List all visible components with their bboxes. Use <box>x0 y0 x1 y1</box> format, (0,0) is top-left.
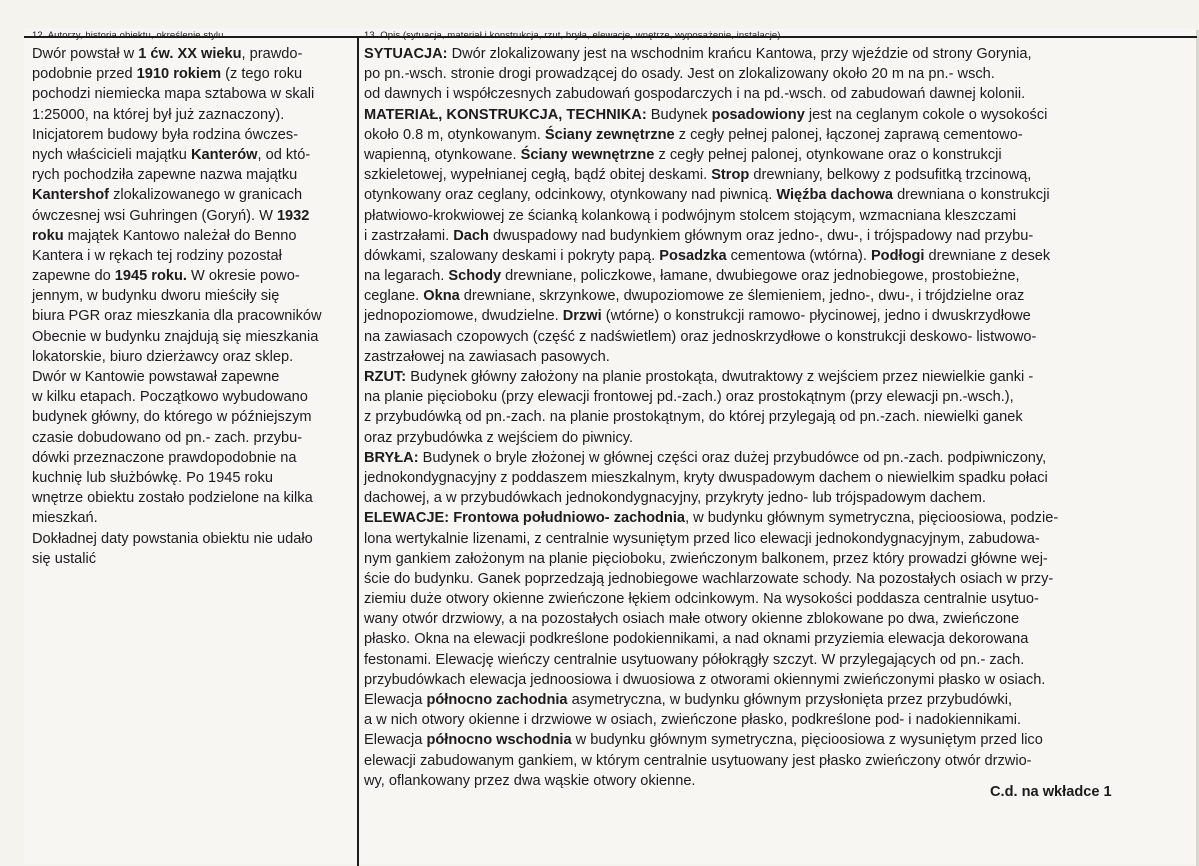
text-run: jennym, w budynku dworu mieściły się <box>32 288 280 305</box>
text-run: Inicjatorem budowy była rodzina ówczes- <box>32 126 299 143</box>
history-line <box>32 206 350 226</box>
description-line <box>364 145 1154 165</box>
bold-text: 1945 roku. <box>114 268 187 285</box>
text-run: zapewne do <box>32 268 115 285</box>
bold-text: RZUT: <box>364 369 407 385</box>
description-line <box>364 206 1154 226</box>
text-run: pochodzi niemiecka mapa sztabowa w skali <box>32 86 315 103</box>
text-run: około 0.8 m, otynkowanym. <box>364 126 545 143</box>
history-line <box>32 448 350 468</box>
history-line <box>32 549 350 569</box>
bold-text: północno zachodnia <box>426 692 568 708</box>
history-line <box>32 508 350 528</box>
text-run: i zastrzałami. <box>364 227 454 244</box>
description-line <box>364 448 1154 468</box>
bold-text: Ściany wewnętrzne <box>520 146 655 163</box>
description-line <box>364 508 1154 528</box>
text-run: Elewacja <box>364 692 427 708</box>
text-run: nym gankiem założonym na planie pięcioboku, zwieńczonym balkonem, przez który prowadzi główne wej- <box>364 550 1048 567</box>
text-run: lona wertykalnie lizenami, z centralnie wysuniętym przed lico elewacji jednokondygnacyjnym, zabudowa- <box>364 530 1040 547</box>
text-run: dachowej, a w przybudówkach jednokondygnacyjny, przykryty jedno- lub trójspadowym dachem. <box>364 490 986 507</box>
text-run: (wtórne) o konstrukcji ramowo- płycinowej, jedno i dwuskrzydłowe <box>601 308 1031 325</box>
text-run: drewniany, belkowy z podsufitką trzcinową, <box>749 167 1032 184</box>
text-run: płatwiowo-krokwiowej ze ścianką kolankową i podwójnym stolcem stojącym, wzmacniana kleszczami <box>364 207 1017 224</box>
text-run: Budynek główny założony na planie prostokąta, dwutraktowy z wejściem przez niewielkie ganki - <box>406 369 1034 385</box>
history-line <box>32 165 350 185</box>
description-line <box>364 125 1154 145</box>
description-line <box>364 549 1154 569</box>
text-run: Obecnie w budynku znajdują się mieszkania <box>32 328 319 345</box>
description-line <box>364 44 1154 64</box>
text-run: 1:25000, na której był już zaznaczony). <box>32 106 285 123</box>
bold-text: Strop <box>711 167 750 184</box>
column-divider <box>357 36 359 866</box>
history-line <box>32 327 350 347</box>
description-line <box>364 367 1154 387</box>
text-run: , od któ- <box>257 146 311 163</box>
history-line <box>32 84 350 104</box>
text-run: na zawiasach czopowych (część z nadświetlem) oraz jednoskrzydłowe o konstrukcji deskowo- listwowo- <box>364 328 1037 345</box>
section-12-header: 12. Autorzy, historia obiektu, określenie stylu <box>32 30 224 41</box>
text-run: ście do budynku. Ganek poprzedzają jednobiegowe wachlarzowate schody. Na pozostałych osiach w przy- <box>364 570 1054 587</box>
text-run: nych właścicieli majątku <box>32 146 191 163</box>
history-line <box>32 44 350 64</box>
description-line <box>364 226 1154 246</box>
bold-text: roku <box>32 227 64 244</box>
description-line <box>364 105 1154 125</box>
text-run: , prawdo- <box>241 46 303 62</box>
text-run: od dawnych i współczesnych zabudowań gospodarczych i na pd.-wsch. od zabudowań dawnej kolonii. <box>364 86 1026 103</box>
history-line <box>32 286 350 306</box>
bold-text: BRYŁA: <box>364 449 419 466</box>
history-line <box>32 306 350 326</box>
text-run: na planie pięcioboku (przy elewacji frontowej pd.-zach.) oraz prostokątnym (przy elewacji pn.-wsch.), <box>364 389 1014 406</box>
text-run: zlokalizowanego w granicach <box>109 187 303 204</box>
text-run: drewniana o konstrukcji <box>893 187 1050 204</box>
description-line <box>364 428 1154 448</box>
description-line <box>364 690 1154 710</box>
section-13-header: 13. Opis (sytuacja, materiał i konstrukcja, rzut, bryła, elewacje, wnętrze, wyposażenie, instalacje) <box>364 30 781 41</box>
history-line <box>32 246 350 266</box>
text-run: z przybudówką od pn.-zach. na planie prostokątnym, do której przylegają od pn.-zach. niewielki ganek <box>364 409 1023 426</box>
text-run: wapienną, otynkowane. <box>364 146 521 163</box>
text-run: dwuspadowy nad budynkiem głównym oraz jedno-, dwu-, i trójspadowy nad przybu- <box>488 227 1034 244</box>
description-line <box>364 650 1154 670</box>
text-run: W okresie powo- <box>186 268 300 285</box>
bold-text: Schody <box>448 268 502 285</box>
description-line <box>364 64 1154 84</box>
description-line <box>364 569 1154 589</box>
bold-text: Posadzka <box>659 247 727 264</box>
bold-text: Ściany zewnętrzne <box>544 126 675 143</box>
text-run: płasko. Okna na elewacji podkreślone podokiennikami, a nad oknami przyziemia elewacja dekorowana <box>364 631 1029 648</box>
text-run: z cegły pełnej palonej, łączonej zaprawą cementowo- <box>674 126 1023 143</box>
text-run: Budynek o bryle złożonej w głównej części oraz dużej przybudówce od pn.-zach. podpiwniczony, <box>418 449 1047 466</box>
text-run: dówkami, szalowany deskami i pokryty papą. <box>364 247 660 264</box>
history-line <box>32 64 350 84</box>
text-run: elewacji zabudowanym gankiem, w którym centralnie usytuowany jest płasko zwieńczony otwór drzwio- <box>364 752 1032 769</box>
description-line <box>364 266 1154 286</box>
description-line <box>364 670 1154 690</box>
text-run: zastrzałowej na zawiasach pasowych. <box>364 348 610 365</box>
text-run: przybudówkach elewacja jednoosiowa i dwuosiowa z otworami okiennymi zwieńczonymi płasko w osiach. <box>364 671 1046 688</box>
description-line <box>364 286 1154 306</box>
text-run: otynkowany oraz ceglany, odcinkowy, otynkowany nad piwnicą. <box>364 187 777 204</box>
history-line <box>32 125 350 145</box>
text-run: po pn.-wsch. stronie drogi prowadzącej do osady. Jest on zlokalizowany około 20 m na pn.- wsch. <box>364 66 995 83</box>
description-line <box>364 488 1154 508</box>
text-run: jest na ceglanym cokole o wysokości <box>804 106 1048 123</box>
bold-text: ELEWACJE: Frontowa południowo- zachodnia <box>364 510 686 527</box>
text-run: kuchnię lub służbówkę. Po 1945 roku <box>32 469 273 486</box>
description-line <box>364 468 1154 488</box>
text-run: , w budynku głównym symetryczna, pięcioosiowa, podzie- <box>685 510 1059 527</box>
bold-text: Dach <box>453 227 489 244</box>
bold-text: SYTUACJA: <box>364 46 448 62</box>
description-line <box>364 529 1154 549</box>
bold-text: 1 ćw. XX wieku <box>138 46 242 62</box>
history-line <box>32 367 350 387</box>
text-run: lokatorskie, biuro dzierżawcy oraz sklep. <box>32 348 294 365</box>
text-run: (z tego roku <box>221 66 303 83</box>
text-run: asymetryczna, w budynku głównym przysłonięta przez przybudówki, <box>567 692 1013 708</box>
text-run: się ustalić <box>32 550 97 567</box>
text-run: Dwór zlokalizowany jest na wschodnim krańcu Kantowa, przy wjeździe od strony Gorynia, <box>447 46 1032 62</box>
description-line <box>364 165 1154 185</box>
text-run: w budynku głównym symetryczna, pięcioosiowa z wysuniętym przed lico <box>571 732 1043 749</box>
text-run: ceglane. <box>364 288 424 305</box>
description-text <box>364 44 1154 791</box>
bold-text: Więźba dachowa <box>776 187 894 204</box>
history-line <box>32 529 350 549</box>
text-run: Elewacja <box>364 732 427 749</box>
text-run: mieszkań. <box>32 510 98 527</box>
text-run: cementowa (wtórna). <box>726 247 871 264</box>
bold-text: 1932 <box>276 207 310 224</box>
text-run: wnętrze obiektu zostało podzielone na kilka <box>32 490 313 507</box>
text-run: budynek główny, do którego w późniejszym <box>32 409 312 426</box>
history-line <box>32 226 350 246</box>
text-run: majątek Kantowo należał do Benno <box>63 227 297 244</box>
history-line <box>32 387 350 407</box>
bold-text: północno wschodnia <box>426 732 572 749</box>
history-line <box>32 266 350 286</box>
description-line <box>364 629 1154 649</box>
bold-text: Kanterów <box>190 146 258 163</box>
history-line <box>32 145 350 165</box>
description-line <box>364 609 1154 629</box>
bold-text: MATERIAŁ, KONSTRUKCJA, TECHNIKA: <box>364 106 647 123</box>
text-run: ziemiu duże otwory okienne zwieńczone łękiem odcinkowym. Na wysokości poddasza centralnie usytuo- <box>364 591 1039 608</box>
text-run: drewniane, skrzynkowe, dwupoziomowe ze ślemieniem, jedno-, dwu-, i trójdzielne oraz <box>459 288 1025 305</box>
history-line <box>32 407 350 427</box>
history-line <box>32 347 350 367</box>
text-run: czasie dobudowano od pn.- zach. przybu- <box>32 429 303 446</box>
text-run: Dwór w Kantowie powstawał zapewne <box>32 369 280 385</box>
description-line <box>364 347 1154 367</box>
description-line <box>364 589 1154 609</box>
text-run: Budynek <box>646 106 712 123</box>
description-line <box>364 387 1154 407</box>
continuation-note: C.d. na wkładce 1 <box>990 784 1112 800</box>
text-run: a w nich otwory okienne i drzwiowe w osiach, zwieńczone płasko, podkreślone pod- i nadokiennikami. <box>364 712 1022 729</box>
text-run: wy, oflankowany przez dwa wąskie otwory okienne. <box>364 772 696 789</box>
text-run: wany otwór drzwiowy, a na pozostałych osiach małe otwory okienne zblokowane po dwa, zwieńczone <box>364 611 1020 628</box>
description-line <box>364 407 1154 427</box>
text-run: podobnie przed <box>32 66 137 83</box>
history-line <box>32 468 350 488</box>
description-line <box>364 84 1154 104</box>
text-run: oraz przybudówka z wejściem do piwnicy. <box>364 429 634 446</box>
description-line <box>364 185 1154 205</box>
history-text <box>32 44 350 569</box>
history-line <box>32 185 350 205</box>
text-run: rych pochodziła zapewne nazwa majątku <box>32 167 298 184</box>
history-line <box>32 488 350 508</box>
text-run: na legarach. <box>364 268 449 285</box>
bold-text: Kantershof <box>32 187 110 204</box>
bold-text: Drzwi <box>562 308 602 325</box>
text-run: szkieletowej, wypełnianej cegłą, bądź obitej deskami. <box>364 167 712 184</box>
description-line <box>364 246 1154 266</box>
text-run: ówczesnej wsi Guhringen (Goryń). W <box>32 207 277 224</box>
description-line <box>364 710 1154 730</box>
text-run: festonami. Elewację wieńczy centralnie usytuowany półokrągły szczyt. W przylegających od pn.- zach. <box>364 651 1025 668</box>
text-run: Dokładnej daty powstania obiektu nie udało <box>32 530 313 547</box>
history-line <box>32 105 350 125</box>
text-run: dówki przeznaczone prawdopodobnie na <box>32 449 297 466</box>
text-run: jednokondygnacyjny z poddaszem mieszkalnym, kryty dwuspadowym dachem o niewielkim spadku połaci <box>364 469 1048 486</box>
bold-text: Podłogi <box>870 247 925 264</box>
text-run: z cegły pełnej palonej, otynkowane oraz o konstrukcji <box>654 146 1002 163</box>
bold-text: 1910 rokiem <box>136 66 222 83</box>
description-line <box>364 327 1154 347</box>
text-run: biura PGR oraz mieszkania dla pracowników <box>32 308 322 325</box>
text-run: Dwór powstał w <box>32 46 139 62</box>
text-run: jednopoziomowe, dwudzielne. <box>364 308 563 325</box>
text-run: w kilku etapach. Początkowo wybudowano <box>32 389 308 406</box>
description-line <box>364 306 1154 326</box>
history-line <box>32 428 350 448</box>
text-run: drewniane, policzkowe, łamane, dwubiegowe oraz jednobiegowe, prostobieżne, <box>501 268 1020 285</box>
bold-text: Okna <box>423 288 460 305</box>
description-line <box>364 730 1154 750</box>
text-run: drewniane z desek <box>924 247 1051 264</box>
bold-text: posadowiony <box>711 106 805 123</box>
text-run: Kantera i w rękach tej rodziny pozostał <box>32 247 282 264</box>
description-line <box>364 751 1154 771</box>
